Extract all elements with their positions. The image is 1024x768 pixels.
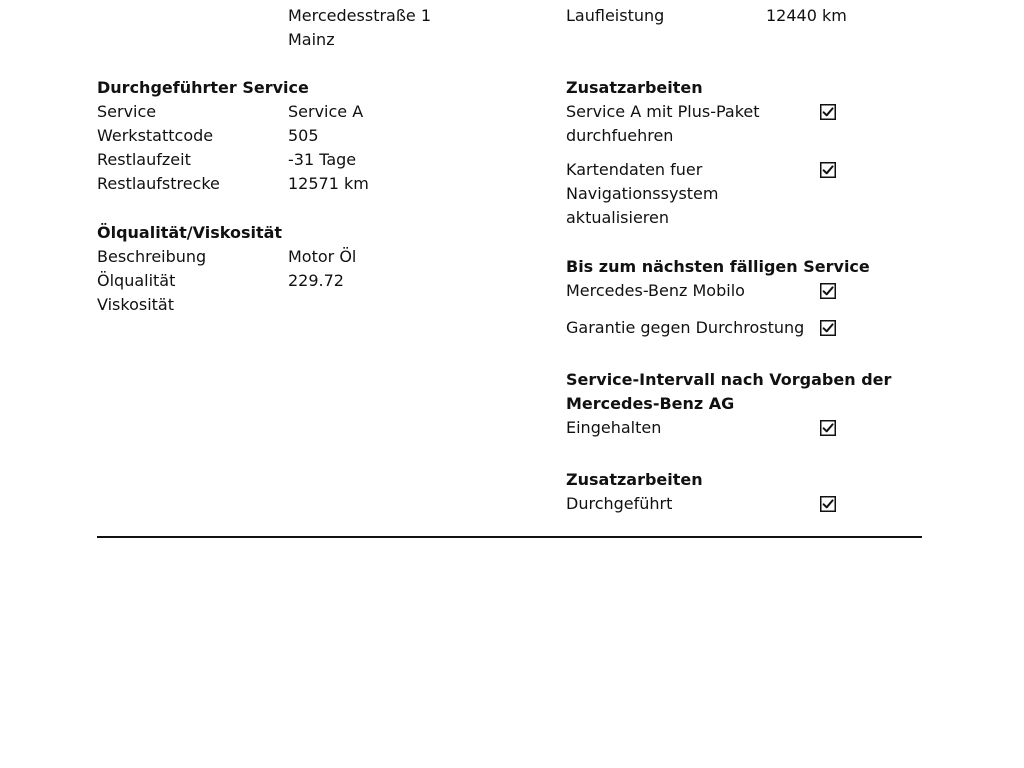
service-performed-heading: Durchgeführter Service: [97, 78, 309, 97]
service-value: Service A: [288, 102, 364, 121]
mileage-value: 12440 km: [766, 6, 847, 25]
workshop-code-label: Werkstattcode: [97, 126, 214, 145]
checkbox-checked-icon: [820, 104, 836, 120]
checkbox-checked-icon: [820, 420, 836, 436]
checkbox-checked-icon: [820, 283, 836, 299]
plus-package-label-line1: Service A mit Plus-Paket: [566, 102, 760, 121]
mileage-label: Laufleistung: [566, 6, 665, 25]
remaining-distance-label: Restlaufstrecke: [97, 174, 220, 193]
map-data-label-line2: Navigationssystem: [566, 184, 719, 203]
rust-warranty-label: Garantie gegen Durchrostung: [566, 318, 805, 337]
map-data-label-line3: aktualisieren: [566, 208, 670, 227]
remaining-time-value: -31 Tage: [288, 150, 357, 169]
service-interval-heading-line1: Service-Intervall nach Vorgaben der: [566, 370, 892, 389]
map-data-label-line1: Kartendaten fuer: [566, 160, 703, 179]
service-interval-heading-line2: Mercedes-Benz AG: [566, 394, 735, 413]
oil-description-label: Beschreibung: [97, 247, 207, 266]
address-city: Mainz: [288, 30, 335, 49]
remaining-time-label: Restlaufzeit: [97, 150, 191, 169]
viscosity-label: Viskosität: [97, 295, 174, 314]
performed-label: Durchgeführt: [566, 494, 673, 513]
checkbox-checked-icon: [820, 162, 836, 178]
workshop-code-value: 505: [288, 126, 319, 145]
mobilo-label: Mercedes-Benz Mobilo: [566, 281, 745, 300]
address-street: Mercedesstraße 1: [288, 6, 432, 25]
section-divider: [97, 536, 922, 538]
next-service-heading: Bis zum nächsten fälligen Service: [566, 257, 870, 276]
plus-package-label-line2: durchfuehren: [566, 126, 674, 145]
oil-heading: Ölqualität/Viskosität: [97, 223, 283, 242]
additional-work-2-heading: Zusatzarbeiten: [566, 470, 703, 489]
additional-work-heading: Zusatzarbeiten: [566, 78, 703, 97]
oil-description-value: Motor Öl: [288, 247, 357, 266]
checkbox-checked-icon: [820, 496, 836, 512]
oil-quality-value: 229.72: [288, 271, 344, 290]
service-label: Service: [97, 102, 157, 121]
interval-kept-label: Eingehalten: [566, 418, 662, 437]
oil-quality-label: Ölqualität: [97, 271, 176, 290]
checkbox-checked-icon: [820, 320, 836, 336]
remaining-distance-value: 12571 km: [288, 174, 369, 193]
